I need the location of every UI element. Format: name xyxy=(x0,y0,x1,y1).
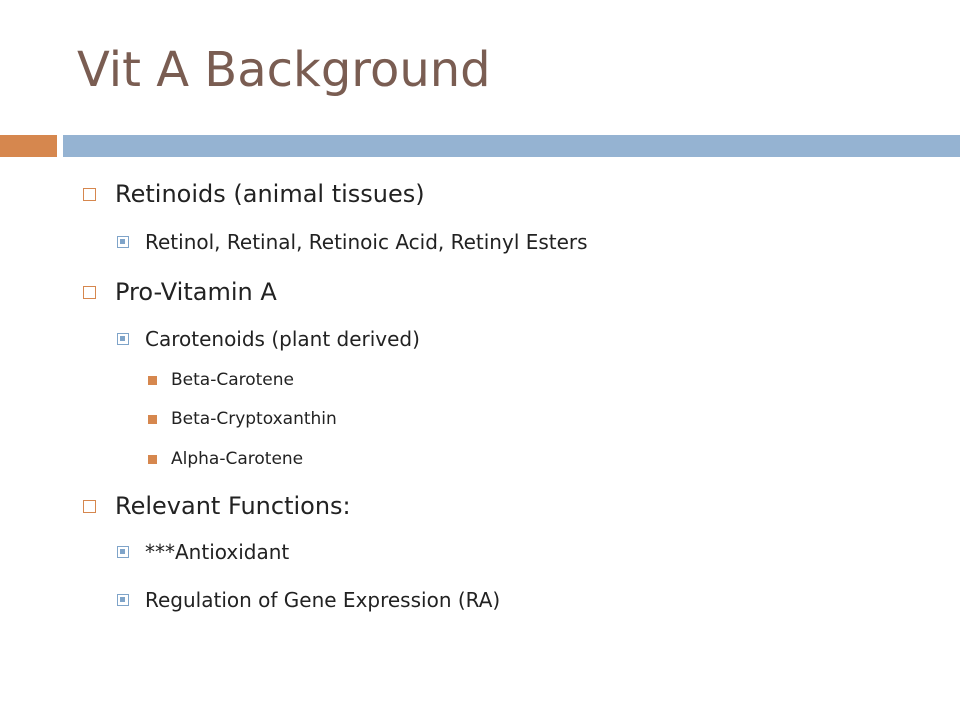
sub-bullet-label: Regulation of Gene Expression (RA) xyxy=(145,588,501,612)
subsub-bullet-beta-cryptoxanthin xyxy=(148,409,337,429)
sub-bullet-gene-expression xyxy=(117,588,500,612)
filled-square-bullet-icon xyxy=(117,594,129,606)
subsub-bullet-beta-carotene xyxy=(148,370,294,390)
solid-square-bullet-icon xyxy=(148,415,157,424)
bullet-label: Pro-Vitamin A xyxy=(115,278,277,306)
sub-bullet-antioxidant xyxy=(117,540,289,564)
sub-bullet-label: ***Antioxidant xyxy=(145,540,290,564)
square-bullet-icon xyxy=(83,286,96,299)
sub-bullet-carotenoids xyxy=(117,327,420,351)
square-bullet-icon xyxy=(83,188,96,201)
bullet-relevant-functions xyxy=(83,492,351,520)
filled-square-bullet-icon xyxy=(117,236,129,248)
bullet-label: Retinoids (animal tissues) xyxy=(115,180,425,208)
subsub-bullet-label: Alpha-Carotene xyxy=(171,449,304,469)
subsub-bullet-alpha-carotene xyxy=(148,449,303,469)
solid-square-bullet-icon xyxy=(148,376,157,385)
filled-square-bullet-icon xyxy=(117,333,129,345)
sub-bullet-retinol xyxy=(117,230,588,254)
bullet-retinoids xyxy=(83,180,425,208)
bullet-label: Relevant Functions: xyxy=(115,492,351,520)
slide-title: Vit A Background xyxy=(77,42,491,98)
filled-square-bullet-icon xyxy=(117,546,129,558)
subsub-bullet-label: Beta-Carotene xyxy=(171,370,295,390)
solid-square-bullet-icon xyxy=(148,455,157,464)
sub-bullet-label: Carotenoids (plant derived) xyxy=(145,327,420,351)
sub-bullet-label: Retinol, Retinal, Retinoic Acid, Retinyl Esters xyxy=(145,230,588,254)
bullet-provitamin-a xyxy=(83,278,277,306)
subsub-bullet-label: Beta-Cryptoxanthin xyxy=(171,409,337,429)
square-bullet-icon xyxy=(83,500,96,513)
